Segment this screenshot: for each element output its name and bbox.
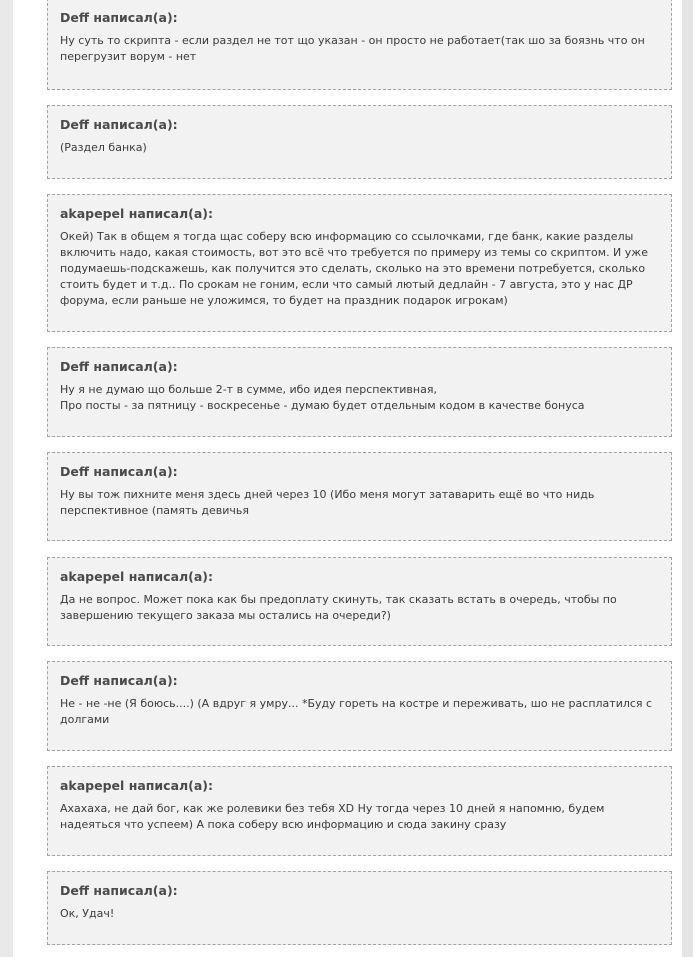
quote-text: Ну суть то скрипта - если раздел не тот що указан - он просто не работает(так шо за боязнь что он перегрузит ворум - нет: [60, 34, 645, 63]
quote-author: akapepel: [60, 206, 125, 221]
quote-block: [47, 194, 672, 332]
quote-author: Deff: [60, 359, 89, 374]
quote-text: Ну вы тож пихните меня здесь дней через 10 (Ибо меня могут затаварить ещё во что нидь перспективное (память девичья: [60, 488, 595, 517]
wrote-label: написал(а):: [93, 10, 178, 25]
quote-title: [60, 778, 659, 794]
quote-text: (Раздел банка): [60, 141, 147, 154]
quote-text: Окей) Так в общем я тогда щас соберу всю информацию со ссылочками, где банк, какие разделы включить надо, какая стоимость, вот это всё что требуется по примеру из темы со скриптом. И уже подумаешь-подскажешь, как получится это сделать, сколько на это времени потребуется, сколько стоить будет и т.д.. По срокам не гоним, если что самый лютый дедлайн - 7 августа, это у нас ДР форума, если раньше не уложимся, то будет на праздник подарок игрокам): [60, 230, 648, 307]
quote-title: [60, 359, 659, 375]
quote-title: [60, 883, 659, 899]
quote-text: Ну я не думаю що больше 2-т в сумме, ибо идея перспективная, Про посты - за пятницу - воскресенье - думаю будет отдельным кодом в качестве бонуса: [60, 383, 585, 412]
quote-block: [47, 105, 672, 179]
quote-block: [47, 347, 672, 437]
quote-author: Deff: [60, 117, 89, 132]
quote-title: [60, 464, 659, 480]
quote-title: [60, 569, 659, 585]
quote-text: Не - не -не (Я боюсь....) (А вдруг я умру... *Буду гореть на костре и переживать, шо не расплатился с долгами: [60, 697, 653, 726]
quote-block: [47, 557, 672, 646]
wrote-label: написал(а):: [93, 117, 178, 132]
page-background: [13, 0, 682, 957]
quote-block: [47, 871, 672, 945]
quote-block: [47, 0, 672, 90]
quote-author: Deff: [60, 673, 89, 688]
wrote-label: написал(а):: [128, 778, 214, 793]
quote-title: [60, 117, 659, 133]
quote-author: Deff: [60, 10, 89, 25]
wrote-label: написал(а):: [93, 464, 178, 479]
wrote-label: написал(а):: [128, 569, 214, 584]
quote-block: [47, 766, 672, 856]
wrote-label: написал(а):: [93, 673, 178, 688]
quote-text: Ахахаха, не дай бог, как же ролевики без тебя XD Ну тогда через 10 дней я напомню, будем надеяться что успеем) А пока соберу всю информацию и сюда закину сразу: [60, 802, 605, 831]
wrote-label: написал(а):: [93, 359, 178, 374]
quote-block: [47, 661, 672, 751]
quote-title: [60, 673, 659, 689]
quote-author: Deff: [60, 883, 89, 898]
quote-title: [60, 10, 659, 26]
wrote-label: написал(а):: [128, 206, 214, 221]
wrote-label: написал(а):: [93, 883, 178, 898]
quote-author: akapepel: [60, 778, 125, 793]
quote-text: Ок, Удач!: [60, 907, 115, 920]
quote-author: Deff: [60, 464, 89, 479]
quote-title: [60, 206, 659, 222]
quote-text: Да не вопрос. Может пока как бы предоплату скинуть, так сказать встать в очередь, чтобы по завершению текущего заказа мы остались на очереди?): [60, 593, 617, 622]
quote-author: akapepel: [60, 569, 125, 584]
scroll-rail: [682, 0, 693, 957]
quote-block: [47, 452, 672, 541]
